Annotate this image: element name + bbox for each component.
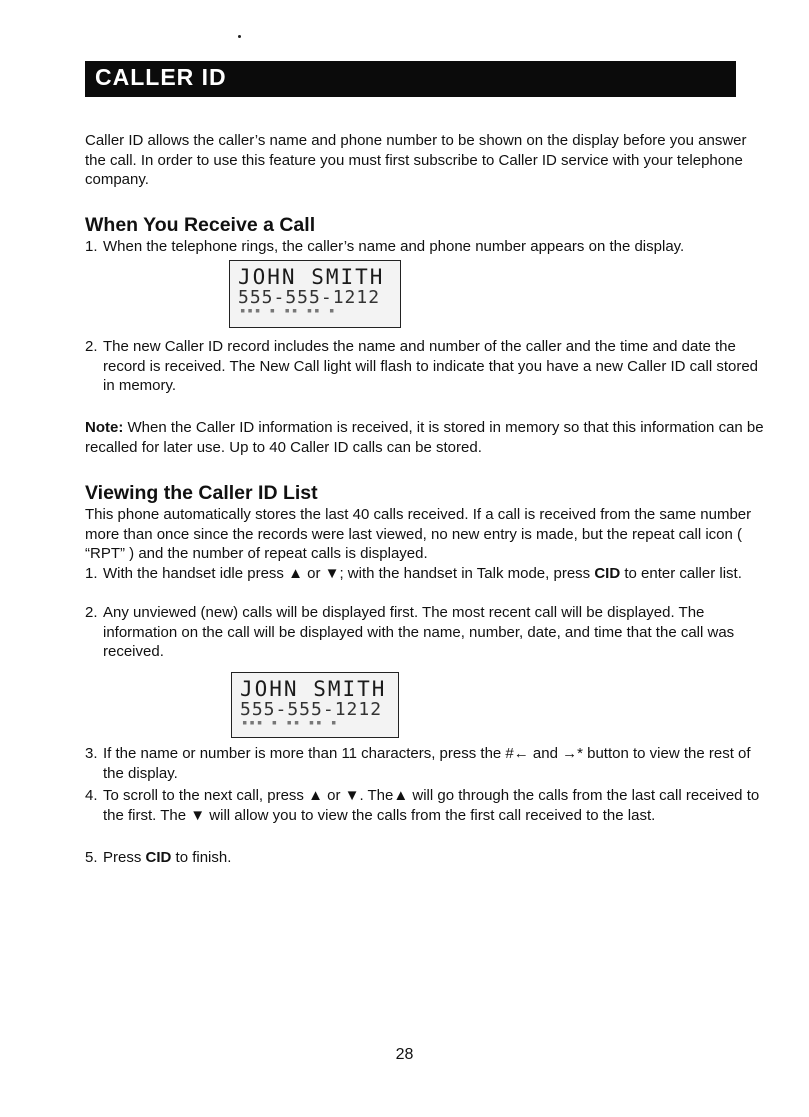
step-text: to finish. [171,849,232,866]
list-item [85,603,765,662]
note-text: When the Caller ID information is received, it is stored in memory so that this information can be recalled for later use. Up to 40 Caller ID calls can be stored. [85,419,764,456]
lcd-number: 555-555-1212 [240,699,383,720]
list-item [85,237,765,257]
list-number: 1. [85,238,98,255]
banner-title: CALLER ID [95,64,227,90]
list-item [85,848,765,868]
lcd-status-icons: ▪▪▪ ▪ ▪▪ ▪▪ ▪ [240,306,337,316]
lcd-status-icons: ▪▪▪ ▪ ▪▪ ▪▪ ▪ [242,718,339,728]
list-intro-paragraph: This phone automatically stores the last 40 calls received. If a call is received from the same number more than once since the records were last viewed, no new entry is made, but the repeat call icon ( “RPT” ) and the number of repeat calls is displayed. [85,506,752,562]
list-item [85,786,765,825]
cid-key-label: CID [145,849,172,866]
list-number: 1. [85,565,98,582]
heading-view-list: Viewing the Caller ID List [85,482,318,504]
lcd-display [231,672,399,738]
step-text: With the handset idle press ▲ or ▼; with the handset in Talk mode, press [103,565,595,582]
page-number: 28 [395,1046,414,1063]
list-item [85,564,765,584]
section-banner [85,61,736,97]
step-text: If the name or number is more than 11 characters, press the #← and →* button to view the rest of the display. [103,745,751,782]
lcd-name: JOHN SMITH [240,677,387,701]
note-label: Note: [85,419,124,436]
lcd-number: 555-555-1212 [238,287,381,308]
list-number: 2. [85,338,98,355]
lcd-display [229,260,401,328]
step-text: To scroll to the next call, press ▲ or ▼. The▲ will go through the calls from the last call received to the first. The ▼ will allow you to view the calls from the first call received to the last. [103,787,760,824]
lcd-name: JOHN SMITH [238,265,385,289]
cid-key-label: CID [594,565,621,582]
step-text: The new Caller ID record includes the name and number of the caller and the time and date the record is received. The New Call light will flash to indicate that you have a new Caller ID call stored in memory. [103,338,759,394]
list-number: 5. [85,849,98,866]
list-item [85,337,765,396]
step-text: to enter caller list. [620,565,742,582]
intro-paragraph: Caller ID allows the caller’s name and phone number to be shown on the display before you answer the call. In order to use this feature you must first subscribe to Caller ID service with your telephone company. [85,132,747,188]
note-paragraph [85,418,765,457]
decorative-dot [238,35,241,38]
step-text: Any unviewed (new) calls will be displayed first. The most recent call will be displayed. The information on the call will be displayed with the name, number, date, and time that the call was received. [103,604,735,660]
step-text: When the telephone rings, the caller’s name and phone number appears on the display. [103,238,685,255]
list-number: 4. [85,787,98,804]
list-number: 2. [85,604,98,621]
list-number: 3. [85,745,98,762]
list-item [85,744,765,783]
step-text: Press [103,849,146,866]
heading-receive-call: When You Receive a Call [85,214,316,236]
